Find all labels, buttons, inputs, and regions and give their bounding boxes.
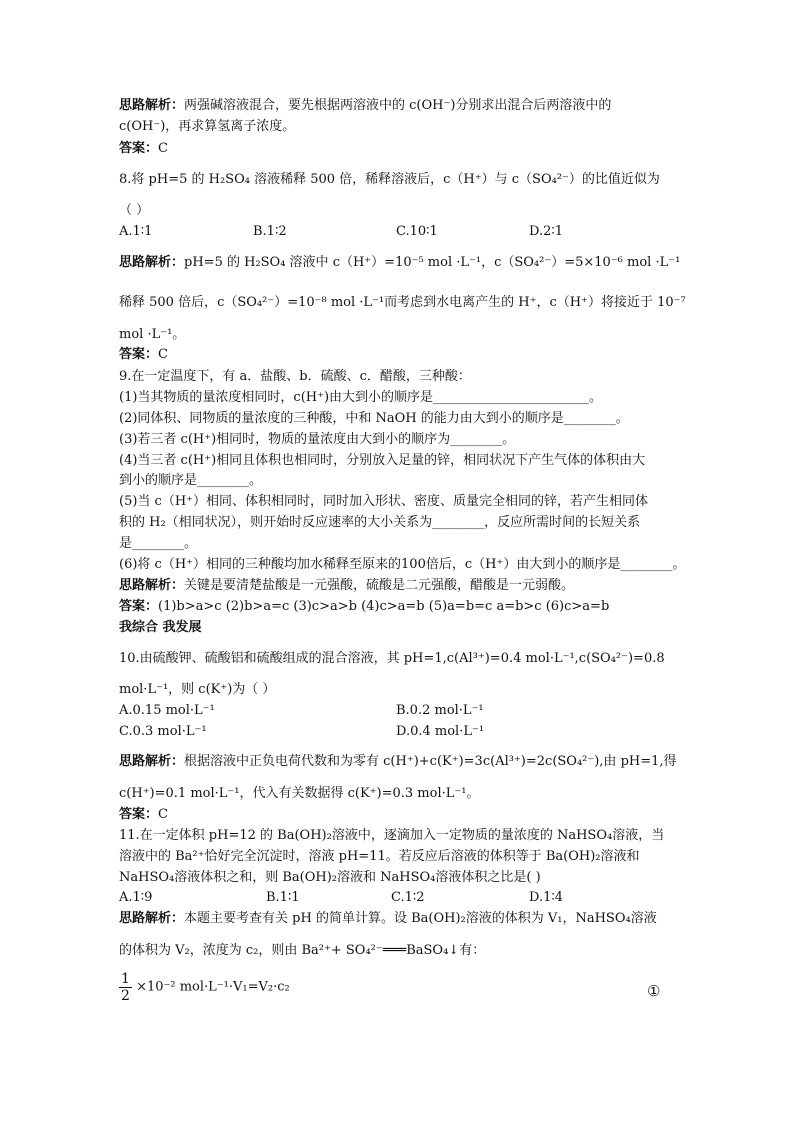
q11-analysis-line1: 思路解析：本题主要考查有关 pH 的简单计算。设 Ba(OH)₂溶液的体积为 V₁，NaHSO₄溶液 bbox=[119, 911, 657, 926]
q8-answer: 答案：C bbox=[119, 347, 168, 362]
q10-stem-line2: mol·L⁻¹，则 c(K⁺)为（ ） bbox=[119, 682, 276, 697]
q10-option-b: B.0.2 mol·L⁻¹ bbox=[396, 703, 484, 718]
equation-number: ① bbox=[647, 982, 661, 1000]
q10-options-row1 bbox=[119, 702, 676, 720]
q9-sub5-line1: (5)当 c（H⁺）相同、体积相同时，同时加入形状、密度、质量完全相同的锌，若产生相同体 bbox=[119, 494, 649, 509]
q8-analysis-line1: 思路解析：pH=5 的 H₂SO₄ 溶液中 c（H⁺）=10⁻⁵ mol ·L⁻¹，c（SO₄²⁻）=5×10⁻⁶ mol ·L⁻¹ bbox=[119, 255, 681, 270]
q8-stem: 8.将 pH=5 的 H₂SO₄ 溶液稀释 500 倍，稀释溶液后，c（H⁺）与 c（SO₄²⁻）的比值近似为 bbox=[119, 172, 660, 187]
q11-option-c: C.1∶2 bbox=[391, 890, 425, 905]
q7-answer: 答案：C bbox=[119, 141, 168, 156]
q8-option-d: D.2∶1 bbox=[529, 224, 564, 239]
q9-sub6: (6)将 c（H⁺）相同的三种酸均加水稀释至原来的100倍后，c（H⁺）由大到小的顺序是________。 bbox=[119, 557, 686, 572]
q9-sub5-line2: 积的 H₂（相同状况），则开始时反应速率的大小关系为________，反应所需时间的长短关系 bbox=[119, 515, 641, 530]
q8-options bbox=[119, 223, 676, 241]
q8-option-b: B.1∶2 bbox=[253, 224, 287, 239]
q10-stem-line1: 10.由硫酸钾、硫酸铝和硫酸组成的混合溶液，其 pH=1,c(Al³⁺)=0.4 mol·L⁻¹,c(SO₄²⁻)=0.8 bbox=[119, 651, 665, 666]
q9-sub3: (3)若三者 c(H⁺)相同时，物质的量浓度由大到小的顺序为________。 bbox=[119, 432, 516, 447]
q8-analysis-line3: mol ·L⁻¹。 bbox=[119, 327, 186, 342]
equation-body: ×10⁻² mol·L⁻¹·V₁=V₂·c₂ bbox=[136, 979, 290, 995]
q10-analysis-line1: 思路解析：根据溶液中正负电荷代数和为零有 c(H⁺)+c(K⁺)=3c(Al³⁺)=2c(SO₄²⁻),由 pH=1,得 bbox=[119, 754, 677, 769]
q7-analysis-line1: 思路解析：两强碱溶液混合，要先根据两溶液中的 c(OH⁻)分别求出混合后两溶液中的 bbox=[119, 98, 612, 113]
q8-option-a: A.1∶1 bbox=[119, 224, 153, 239]
q11-equation bbox=[119, 971, 676, 1011]
q10-options-row2 bbox=[119, 723, 676, 741]
q9-answer: 答案：(1)b>a>c (2)b>a=c (3)c>a>b (4)c>a=b (5)a=b=c a=b>c (6)c>a=b bbox=[119, 599, 610, 614]
q9-sub4-line2: 到小的顺序是________。 bbox=[119, 473, 263, 488]
analysis-label: 思路解析： bbox=[119, 98, 185, 113]
section-title: 我综合 我发展 bbox=[119, 620, 202, 635]
q10-option-a: A.0.15 mol·L⁻¹ bbox=[119, 703, 215, 718]
q10-answer: 答案：C bbox=[119, 807, 168, 822]
q10-option-d: D.0.4 mol·L⁻¹ bbox=[396, 724, 485, 739]
q8-option-c: C.10∶1 bbox=[396, 224, 438, 239]
q9-sub2: (2)同体积、同物质的量浓度的三种酸，中和 NaOH 的能力由大到小的顺序是________。 bbox=[119, 411, 629, 426]
q10-option-c: C.0.3 mol·L⁻¹ bbox=[119, 724, 207, 739]
q9-sub1: (1)当其物质的量浓度相同时，c(H⁺)由大到小的顺序是________________________。 bbox=[119, 390, 603, 405]
q11-options bbox=[119, 889, 676, 907]
q11-stem-line1: 11.在一定体积 pH=12 的 Ba(OH)₂溶液中，逐滴加入一定物质的量浓度的 NaHSO₄溶液，当 bbox=[119, 828, 665, 843]
q11-option-b: B.1∶1 bbox=[266, 890, 300, 905]
q8-analysis-line2: 稀释 500 倍后，c（SO₄²⁻）=10⁻⁸ mol ·L⁻¹而考虑到水电离产生的 H⁺，c（H⁺）将接近于 10⁻⁷ bbox=[119, 295, 686, 310]
q11-option-a: A.1∶9 bbox=[119, 890, 153, 905]
fraction-one-half: $\frac{1}{2}$ bbox=[121, 971, 130, 1004]
q11-option-d: D.1∶4 bbox=[529, 890, 564, 905]
q9-sub5-line3: 是________。 bbox=[119, 536, 198, 551]
q10-analysis-line2: c(H⁺)=0.1 mol·L⁻¹，代入有关数据得 c(K⁺)=0.3 mol·L⁻¹。 bbox=[119, 786, 480, 801]
q11-stem-line2: 溶液中的 Ba²⁺恰好完全沉淀时，溶液 pH=11。若反应后溶液的体积等于 Ba(OH)₂溶液和 bbox=[119, 849, 640, 864]
q8-paren: （ ） bbox=[119, 203, 150, 218]
q11-analysis-line2: 的体积为 V₂，浓度为 c₂，则由 Ba²⁺+ SO₄²⁻═══BaSO₄↓有： bbox=[119, 943, 486, 958]
q11-stem-line3: NaHSO₄溶液体积之和，则 Ba(OH)₂溶液和 NaHSO₄溶液体积之比是( ) bbox=[119, 870, 541, 885]
q7-analysis-line2: c(OH⁻)，再求算氢离子浓度。 bbox=[119, 119, 296, 134]
q9-stem: 9.在一定温度下，有 a．盐酸、b．硫酸、c．醋酸，三种酸： bbox=[119, 369, 471, 384]
q9-sub4-line1: (4)当三者 c(H⁺)相同且体积也相同时，分别放入足量的锌，相同状况下产生气体的体积由大 bbox=[119, 453, 646, 468]
q9-analysis: 思路解析：关键是要清楚盐酸是一元强酸，硫酸是二元强酸，醋酸是一元弱酸。 bbox=[119, 578, 575, 593]
